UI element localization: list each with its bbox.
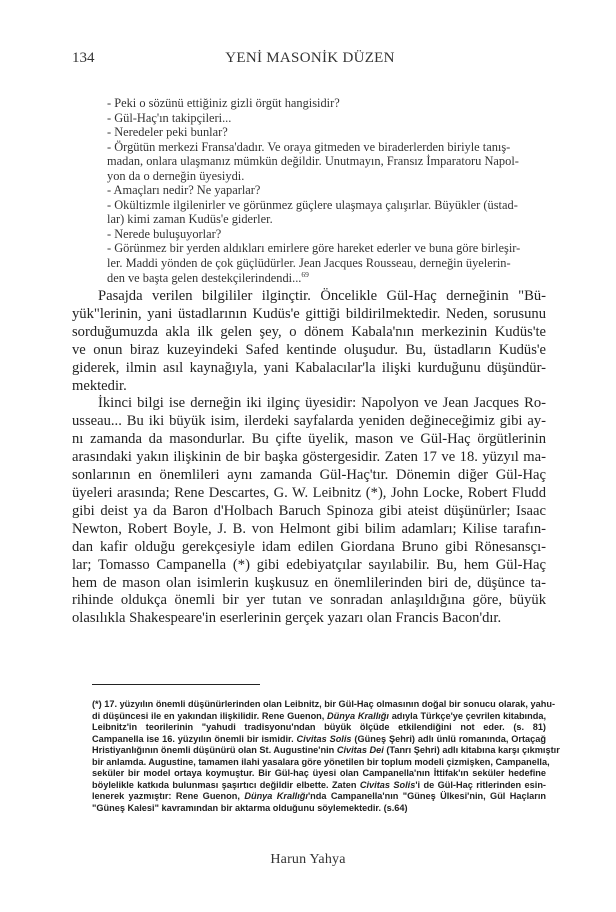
footnote-text: Campanella ise 16. yüzyılın önemli bir ismidir. bbox=[92, 733, 297, 744]
footnote-line bbox=[92, 734, 546, 746]
footnote-line: "Güneş Kalesi" kavramından bir aktarma olduğunu söylemektedir. (s.64) bbox=[92, 802, 408, 813]
body-line: rihinde oldukça önemli bir yer tutan ve sonradan anlaşıldığına göre, büyük bbox=[72, 592, 546, 609]
footnote-text: Hristiyanlığının önemli düşünürü olan St. Augustine'nin bbox=[92, 745, 337, 755]
book-title: Dünya Krallığı bbox=[244, 791, 308, 801]
quote-line-text: den ve başta gelen destekçilerindendi... bbox=[107, 270, 302, 285]
quote-line: - Gül-Haç'ın takipçileri... bbox=[107, 110, 232, 125]
footnote-reference[interactable]: 69 bbox=[301, 269, 309, 279]
body-line: arasındaki yakın ilişkinin de bir başka göstergesidir. Zaten 17 ve 18. yüzyıl ma- bbox=[72, 449, 546, 466]
book-title: Dünya Krallığı bbox=[327, 710, 389, 721]
footnote-text: 'i de Gül-Haç ritlerinden esin- bbox=[415, 779, 546, 790]
footnote-line: (*) 17. yüzyılın önemli düşünürlerinden olan Leibnitz, bir Gül-Haç olmasının doğal bir sonucu olarak, yahu- bbox=[92, 699, 556, 709]
body-line: Newton, Robert Boyle, J. B. von Helmont gibi bilim adamları; Kilise tarafın- bbox=[72, 520, 546, 537]
page-header bbox=[60, 50, 560, 70]
body-text bbox=[72, 288, 546, 628]
footnote-line bbox=[92, 745, 560, 757]
book-title: Civitas Dei bbox=[336, 745, 384, 755]
author-name: Harun Yahya bbox=[270, 852, 346, 867]
paragraph-1 bbox=[72, 288, 546, 395]
quote-line: - Nerede buluşuyorlar? bbox=[107, 226, 222, 241]
footnote-text: adıyla Türkçe'ye çevrilen kitabında, bbox=[388, 710, 546, 721]
quote-line: - Amaçları nedir? Ne yaparlar? bbox=[107, 183, 261, 198]
footnote-line: Leibnitz'in teorilerinin "yahudi tradisyonu'ndan büyük ölçüde etkilendiğini not eder. (s. 81) bbox=[92, 722, 546, 732]
footnote-text: lenerek yazmıştır: Rene Guenon, bbox=[92, 791, 245, 801]
footnote-text: böylelikle katkıda bulunması şaşırtıcı değildir elbette. Zaten bbox=[92, 779, 360, 790]
body-line: usseau... Bu iki büyük isim, ilerdeki sayfalarda yeniden değineceğimiz gibi ay- bbox=[72, 413, 546, 430]
quote-line: madan, onlara ulaşmanız mümkün değildir. Unutmayın, Fransız İmparatoru Napol- bbox=[107, 154, 519, 169]
quote-line: - Peki o sözünü ettiğiniz gizli örgüt hangisidir? bbox=[107, 96, 340, 110]
footnote-line bbox=[92, 780, 546, 792]
body-line: ve onun biraz kuzeyindeki Safed kentinde oluşudur. Bu, üstadların Kudüs'e bbox=[72, 341, 546, 358]
footnote-text: 'nda Campanella'nın "Güneş Ülkesi'nin, Gül Haçların bbox=[307, 791, 546, 801]
footnote-line: bir anlamda. Augustine, tamamen ilahi yasalara göre yönetilen bir toplum modeli çizmişken, Campanella, bbox=[92, 756, 550, 767]
quote-line: - Örgütün merkezi Fransa'dadır. Ve oraya gitmeden ve biraderlerden biriyle tanış- bbox=[107, 139, 511, 154]
quote-line: - Görünmez bir yerden aldıkları emirlere göre hareket ederler ve buna göre birleşir- bbox=[107, 241, 521, 256]
footnote-line bbox=[92, 791, 546, 803]
quote-line: - Neredeler peki bunlar? bbox=[107, 125, 228, 140]
body-line: nı zamanda da masondurlar. Bu çifte üyelik, mason ve Gül-Haç örgütlerinin bbox=[72, 431, 546, 448]
quote-line-last bbox=[107, 271, 547, 286]
body-line: sonlarının en önemlileri aynı zamanda Gül-Haç'tır. Dönemin diğer Gül-Haç bbox=[72, 467, 546, 484]
footnote-text: di düşüncesi ile en yakından ilişkilidir. Rene Guenon, bbox=[92, 710, 328, 721]
quote-line: lar) kimi zaman Kudüs'e giderler. bbox=[107, 212, 273, 227]
footnote-text: (Güneş Şehri) adlı ünlü romanında, Ortaçağ bbox=[351, 733, 546, 744]
body-line: giderek, ilmin asıl kaynağıyla, yani Kabalacılar'la ilişki kurduğunu düşündür- bbox=[72, 359, 546, 376]
body-line: Pasajda verilen bilgililer ilginçtir. Öncelikle Gül-Haç derneğinin "Bü- bbox=[98, 288, 546, 304]
body-line: gibi deist ya da Baron d'Holbach Baruch Spinoza gibi ateist düşünürler; Isaac bbox=[72, 502, 546, 519]
body-line: yük"lerinin, yani üstadlarının Kudüs'e gittiği bildirilmektedir. Neden, sorusunu bbox=[72, 305, 546, 322]
body-line: hem de mason olan isimlerin kuşkusuz en önemlilerinden biri de, düşünce ta- bbox=[72, 574, 546, 591]
footnote-separator bbox=[92, 684, 260, 685]
footnote-line: seküler bir model ortaya koymuştur. Bir Gül-haç üyesi olan Campanella'nın İttifak'ın seküler hedefine bbox=[92, 768, 546, 778]
book-title: Civitas Solis bbox=[359, 779, 416, 790]
body-line: olasılıkla Shakespeare'in eserlerinin gerçek yazarı olan Francis Bacon'dır. bbox=[72, 610, 502, 627]
footnote-line bbox=[92, 711, 546, 723]
paragraph-2 bbox=[72, 395, 546, 628]
page-number: 134 bbox=[72, 50, 95, 66]
running-title: YENİ MASONİK DÜZEN bbox=[225, 50, 395, 66]
body-line: sorduğumuzda akla ilk gelen şey, o dönem Kabala'nın merkezinin Kudüs'te bbox=[72, 323, 546, 340]
book-title: Civitas Solis bbox=[296, 733, 352, 744]
body-line: dan kafir olduğu gerekçesiyle idam edilen Giordana Bruno gibi Rönesansçı- bbox=[72, 538, 546, 555]
body-line: üyeleri arasında; Rene Descartes, G. W. Leibnitz (*), John Locke, Robert Fludd bbox=[72, 484, 546, 501]
footnote bbox=[92, 699, 560, 814]
quote-line: ler. Maddi yönden de çok güçlüdürler. Jean Jacques Rousseau, derneğin üyelerin- bbox=[107, 256, 511, 271]
quote-line: - Okültizmle ilgilenirler ve görünmez güçlere ulaşmaya çalışırlar. Büyükler (üstad- bbox=[107, 197, 518, 212]
footnote-text: (Tanrı Şehri) adlı kitabına karşı çıkmıştır bbox=[383, 745, 560, 755]
quote-line: yon da o derneğin üyesiydi. bbox=[107, 168, 245, 183]
body-line: lar; Tomasso Campanella (*) gibi edebiyatçılar sayılabilir. Bu, hem Gül-Haç bbox=[72, 556, 546, 573]
body-line: mektedir. bbox=[72, 377, 127, 394]
body-line: İkinci bilgi ise derneğin iki ilginç üyesidir: Napolyon ve Jean Jacques Ro- bbox=[98, 395, 546, 412]
block-quote-dialogue bbox=[107, 96, 547, 285]
page-footer bbox=[0, 852, 616, 868]
